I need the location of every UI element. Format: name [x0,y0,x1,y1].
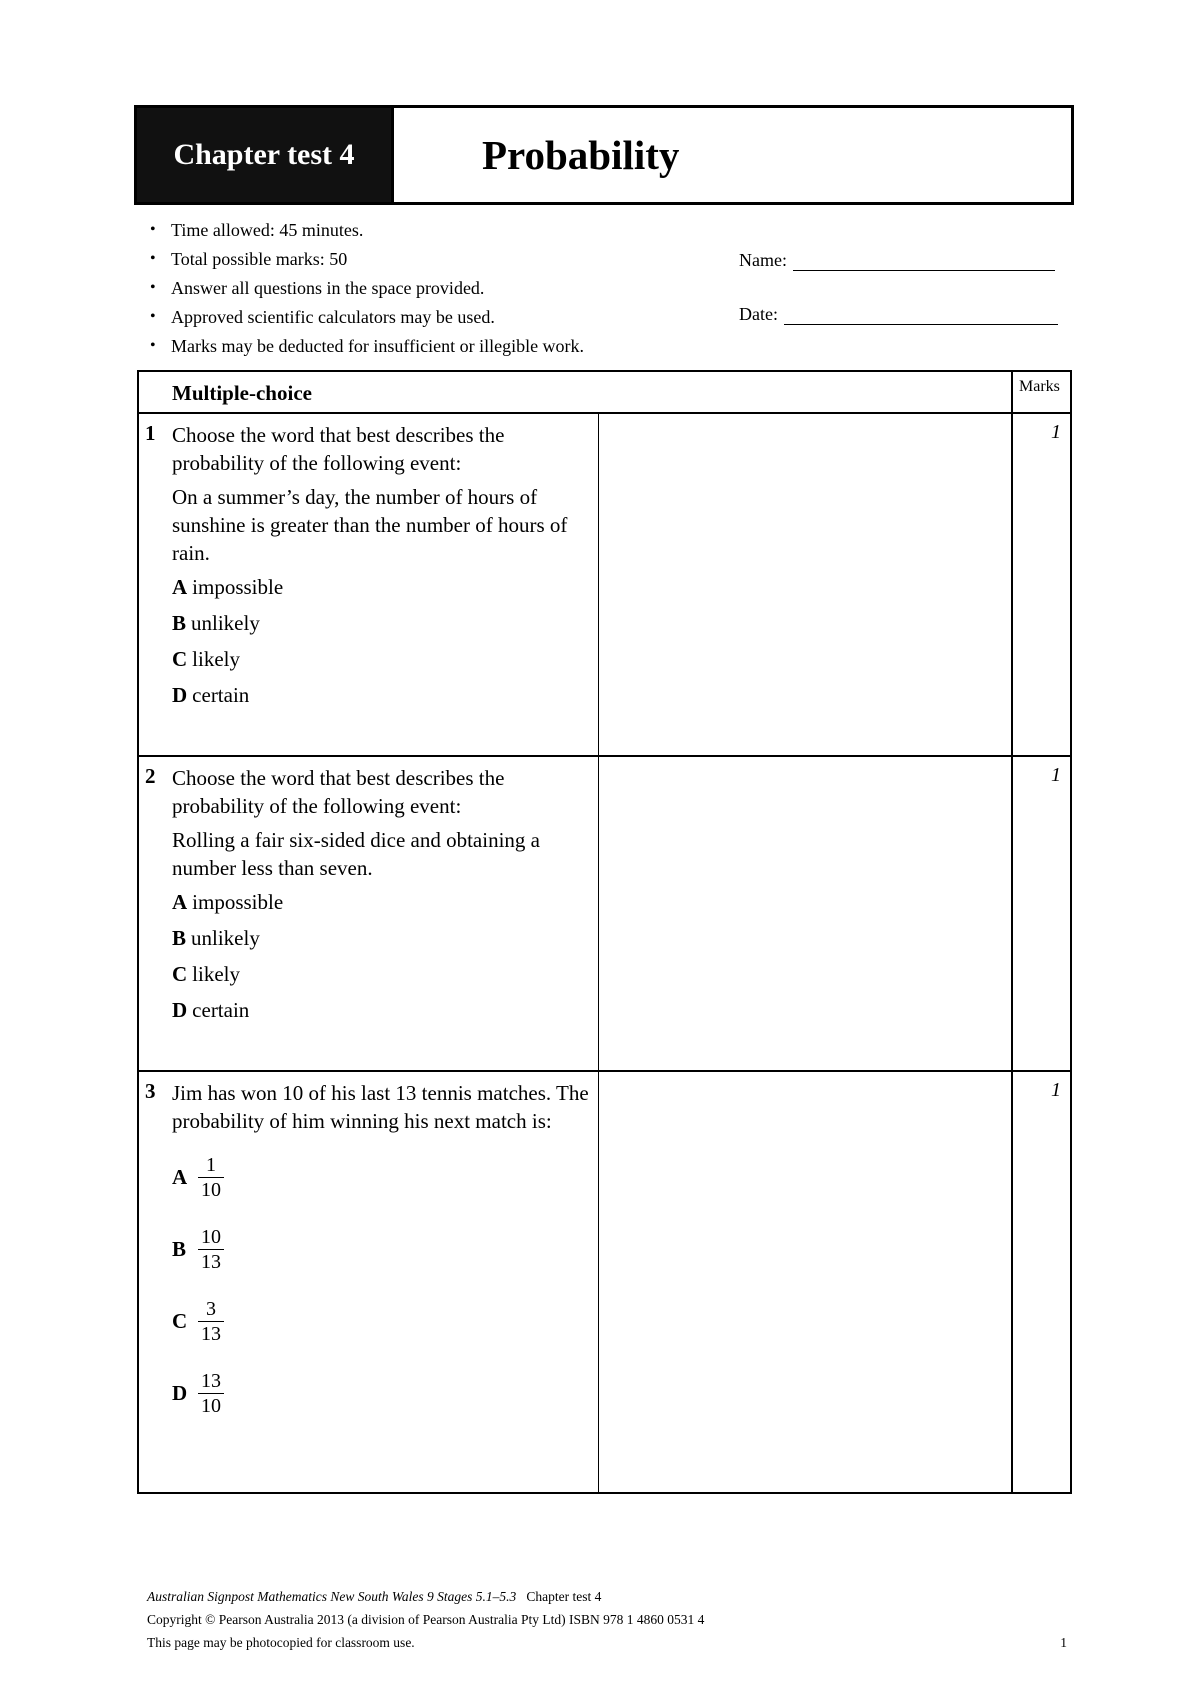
instruction-item: • Time allowed: 45 minutes. [150,219,710,248]
name-input-line[interactable] [793,252,1055,271]
date-input-line[interactable] [784,306,1058,325]
fraction [198,1297,224,1346]
question-number: 2 [145,764,156,788]
denominator: 13 [201,1322,221,1345]
marks-column-divider [1011,1072,1013,1492]
option-text: impossible [192,575,284,599]
denominator: 10 [201,1178,221,1201]
name-label: Name: [739,250,787,270]
question-scenario: Rolling a fair six-sided dice and obtaining a number less than seven. [172,828,540,880]
question-row-1 [139,414,1070,757]
instructions-list [150,219,710,364]
numerator: 3 [198,1297,224,1322]
option-a[interactable] [172,573,592,609]
footer-book-line [147,1585,1067,1608]
question-number: 1 [145,421,156,445]
question-row-3 [139,1072,1070,1492]
question-marks: 1 [1051,1079,1061,1101]
question-stem: Choose the word that best describes the probability of the following event: [172,766,505,818]
section-title: Multiple-choice [172,381,312,405]
option-c[interactable] [172,1285,592,1357]
instruction-item: • Answer all questions in the space provided. [150,277,710,306]
option-letter: B [172,926,187,950]
denominator: 10 [201,1394,221,1417]
question-text [172,764,592,1032]
option-text: unlikely [191,611,260,635]
marks-header: Marks [1019,378,1060,395]
question-text [172,421,592,717]
option-a[interactable] [172,1141,592,1213]
question-scenario: On a summer’s day, the number of hours of sunshine is greater than the number of hours of rain. [172,485,568,565]
name-field[interactable] [739,250,1055,271]
question-stem: Jim has won 10 of his last 13 tennis matches. The probability of him winning his next match is: [172,1081,589,1133]
option-letter: A [172,575,188,599]
instruction-item: • Marks may be deducted for insufficient or illegible work. [150,335,710,364]
question-stem: Choose the word that best describes the probability of the following event: [172,423,505,475]
marks-column-divider [1011,757,1013,1070]
question-row-2 [139,757,1070,1072]
fraction [198,1369,224,1418]
numerator: 1 [198,1153,224,1178]
option-letter: C [172,1309,188,1333]
chapter-header [134,105,1074,205]
numerator: 13 [198,1369,224,1394]
instruction-item: • Approved scientific calculators may be used. [150,306,710,335]
answer-column-divider [598,1072,599,1492]
option-d[interactable] [172,1357,592,1429]
option-letter: C [172,962,188,986]
option-letter: D [172,683,188,707]
instruction-item: • Total possible marks: 50 [150,248,710,277]
question-number: 3 [145,1079,156,1103]
answer-column-divider [598,757,599,1070]
page-number: 1 [1060,1635,1067,1650]
denominator: 13 [201,1250,221,1273]
question-marks: 1 [1051,421,1061,443]
option-b[interactable] [172,1213,592,1285]
marks-column-divider [1011,372,1013,412]
table-header-row [139,372,1070,414]
answer-column-divider [598,414,599,755]
page-footer [147,1585,1067,1654]
footer-chapter: Chapter test 4 [526,1589,602,1604]
question-table [137,370,1072,1494]
footer-copyright: Copyright © Pearson Australia 2013 (a division of Pearson Australia Pty Ltd) ISBN 978 1 4860 0531 4 [147,1612,705,1627]
numerator: 10 [198,1225,224,1250]
option-text: impossible [192,890,284,914]
option-letter: A [172,1165,188,1189]
option-text: likely [192,647,240,671]
option-text: certain [192,683,250,707]
chapter-label: Chapter test 4 [137,108,394,202]
question-text [172,1079,592,1429]
option-letter: B [172,1237,187,1261]
option-text: unlikely [191,926,260,950]
option-c[interactable] [172,960,592,996]
footer-book-title: Australian Signpost Mathematics New South Wales 9 Stages 5.1–5.3 [147,1589,517,1604]
option-c[interactable] [172,645,592,681]
footer-photocopy: This page may be photocopied for classroom use. [147,1635,415,1650]
option-text: certain [192,998,250,1022]
option-letter: A [172,890,188,914]
fraction [198,1153,224,1202]
option-letter: C [172,647,188,671]
question-marks: 1 [1051,764,1061,786]
option-letter: D [172,998,188,1022]
option-letter: B [172,611,187,635]
fraction [198,1225,224,1274]
option-b[interactable] [172,924,592,960]
date-field[interactable] [739,304,1058,325]
topic-title: Probability [482,132,680,178]
option-b[interactable] [172,609,592,645]
option-d[interactable] [172,996,592,1032]
option-text: likely [192,962,240,986]
marks-column-divider [1011,414,1013,755]
option-a[interactable] [172,888,592,924]
date-label: Date: [739,304,778,324]
option-letter: D [172,1381,188,1405]
option-d[interactable] [172,681,592,717]
